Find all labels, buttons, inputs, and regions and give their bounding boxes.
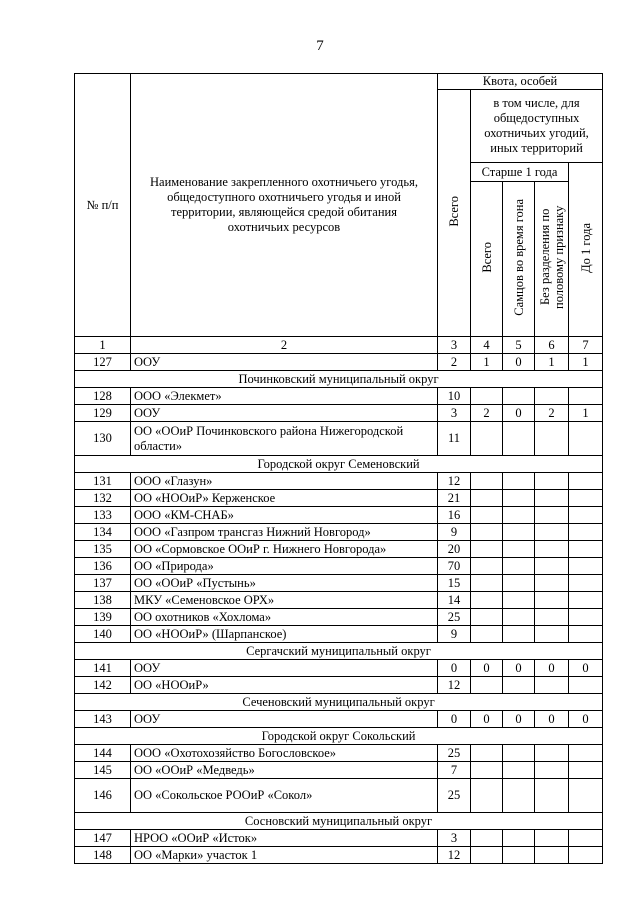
row-name: ОО «Марки» участок 1: [131, 847, 438, 864]
row-number: 144: [75, 745, 131, 762]
table-row: [75, 405, 603, 422]
row-name: ОО «ООиР Починковского района Нижегородской области»: [131, 422, 438, 456]
section-title: Починковский муниципальный округ: [75, 371, 603, 388]
row-name: НРОО «ООиР «Исток»: [131, 830, 438, 847]
row-c4: [471, 541, 503, 558]
row-c6: [535, 762, 569, 779]
table-row: [75, 507, 603, 524]
row-c4: [471, 745, 503, 762]
table-row: [75, 422, 603, 456]
row-c7: [569, 473, 603, 490]
col-number: 2: [131, 337, 438, 354]
row-number: 140: [75, 626, 131, 643]
row-c7: [569, 609, 603, 626]
row-c4: [471, 388, 503, 405]
row-number: 148: [75, 847, 131, 864]
table-row: [75, 490, 603, 507]
table-row: [75, 541, 603, 558]
table-row: [75, 847, 603, 864]
row-c5: [503, 575, 535, 592]
row-number: 147: [75, 830, 131, 847]
row-total: 12: [438, 473, 471, 490]
row-c6: [535, 490, 569, 507]
row-number: 141: [75, 660, 131, 677]
table-row: [75, 762, 603, 779]
section-title: Городской округ Семеновский: [75, 456, 603, 473]
row-c6: [535, 422, 569, 456]
table-row: [75, 660, 603, 677]
column-numbers-row: [75, 337, 603, 354]
row-c6: [535, 592, 569, 609]
row-c7: 1: [569, 354, 603, 371]
row-number: 136: [75, 558, 131, 575]
section-row: [75, 456, 603, 473]
row-number: 146: [75, 779, 131, 813]
row-name: ООО «Элекмет»: [131, 388, 438, 405]
row-name: ОО «ООиР «Медведь»: [131, 762, 438, 779]
row-c5: 0: [503, 405, 535, 422]
row-c4: [471, 609, 503, 626]
row-number: 142: [75, 677, 131, 694]
row-c4: [471, 507, 503, 524]
table-row: [75, 524, 603, 541]
row-total: 3: [438, 830, 471, 847]
table-row: [75, 711, 603, 728]
row-c5: [503, 779, 535, 813]
row-c4: 2: [471, 405, 503, 422]
table-row: [75, 575, 603, 592]
row-c7: 1: [569, 405, 603, 422]
header-sub-total: Всего: [471, 182, 503, 337]
row-c5: [503, 609, 535, 626]
row-total: 12: [438, 677, 471, 694]
row-total: 15: [438, 575, 471, 592]
row-c6: [535, 677, 569, 694]
row-number: 127: [75, 354, 131, 371]
table-row: [75, 609, 603, 626]
row-c6: [535, 847, 569, 864]
row-number: 132: [75, 490, 131, 507]
row-c7: [569, 507, 603, 524]
row-c6: [535, 779, 569, 813]
row-c7: [569, 558, 603, 575]
row-number: 139: [75, 609, 131, 626]
table-row: [75, 745, 603, 762]
row-c7: [569, 422, 603, 456]
row-name: ОО «НООиР»: [131, 677, 438, 694]
row-c5: [503, 677, 535, 694]
row-c4: 0: [471, 660, 503, 677]
row-c7: [569, 541, 603, 558]
row-number: 131: [75, 473, 131, 490]
row-c5: [503, 524, 535, 541]
row-name: ООУ: [131, 660, 438, 677]
table-row: [75, 779, 603, 813]
row-c4: [471, 524, 503, 541]
header-males: Самцов во время гона: [503, 182, 535, 337]
row-name: ООО «КМ-СНАБ»: [131, 507, 438, 524]
row-c7: [569, 779, 603, 813]
row-c5: [503, 507, 535, 524]
row-c6: 0: [535, 660, 569, 677]
table-row: [75, 592, 603, 609]
row-c5: 0: [503, 711, 535, 728]
row-total: 12: [438, 847, 471, 864]
row-name: ОО «ООиР «Пустынь»: [131, 575, 438, 592]
row-c4: [471, 558, 503, 575]
table-row: [75, 388, 603, 405]
table-row: [75, 830, 603, 847]
row-total: 25: [438, 745, 471, 762]
row-c7: [569, 592, 603, 609]
row-c6: [535, 507, 569, 524]
row-total: 0: [438, 660, 471, 677]
row-number: 145: [75, 762, 131, 779]
row-c6: [535, 473, 569, 490]
row-c6: [535, 609, 569, 626]
row-total: 3: [438, 405, 471, 422]
row-c6: [535, 575, 569, 592]
table-row: [75, 473, 603, 490]
row-c5: [503, 847, 535, 864]
col-number: 6: [535, 337, 569, 354]
section-title: Сергачский муниципальный округ: [75, 643, 603, 660]
row-c7: [569, 524, 603, 541]
row-c5: 0: [503, 660, 535, 677]
row-number: 135: [75, 541, 131, 558]
row-c5: [503, 388, 535, 405]
row-c5: [503, 422, 535, 456]
col-number: 5: [503, 337, 535, 354]
row-c5: [503, 830, 535, 847]
header-total: Всего: [438, 90, 471, 337]
row-c7: [569, 745, 603, 762]
header-name: Наименование закрепленного охотничьего угодья, общедоступного охотничьего угодья и иной территории, являющейся средой обитания охотничьих ресурсов: [131, 74, 438, 337]
row-c5: [503, 745, 535, 762]
row-total: 2: [438, 354, 471, 371]
row-number: 133: [75, 507, 131, 524]
table-row: [75, 354, 603, 371]
row-total: 25: [438, 779, 471, 813]
row-c6: [535, 626, 569, 643]
row-c7: 0: [569, 660, 603, 677]
row-total: 70: [438, 558, 471, 575]
row-c7: [569, 626, 603, 643]
row-number: 128: [75, 388, 131, 405]
row-c5: [503, 490, 535, 507]
row-total: 11: [438, 422, 471, 456]
row-name: ОО «НООиР» Керженское: [131, 490, 438, 507]
quota-table: [74, 73, 603, 864]
row-number: 137: [75, 575, 131, 592]
row-total: 20: [438, 541, 471, 558]
section-row: [75, 813, 603, 830]
col-number: 3: [438, 337, 471, 354]
row-c4: [471, 473, 503, 490]
header-no-sex: Без разделения по половому признаку: [535, 182, 569, 337]
row-c4: [471, 677, 503, 694]
row-c4: [471, 779, 503, 813]
row-c6: 1: [535, 354, 569, 371]
row-total: 14: [438, 592, 471, 609]
row-number: 129: [75, 405, 131, 422]
page-number: 7: [316, 38, 324, 54]
row-name: ОО «Сокольское РООиР «Сокол»: [131, 779, 438, 813]
row-c6: [535, 541, 569, 558]
row-c7: [569, 490, 603, 507]
row-c6: [535, 558, 569, 575]
row-c5: [503, 541, 535, 558]
row-c6: [535, 524, 569, 541]
section-row: [75, 371, 603, 388]
section-title: Сосновский муниципальный округ: [75, 813, 603, 830]
header-older: Старше 1 года: [471, 163, 569, 182]
row-name: ОО «Природа»: [131, 558, 438, 575]
row-total: 9: [438, 524, 471, 541]
section-row: [75, 728, 603, 745]
row-name: ОО «Сормовское ООиР г. Нижнего Новгорода»: [131, 541, 438, 558]
header-num: № п/п: [75, 74, 131, 337]
row-name: ОО охотников «Хохлома»: [131, 609, 438, 626]
row-total: 7: [438, 762, 471, 779]
row-c4: 0: [471, 711, 503, 728]
row-c7: [569, 847, 603, 864]
header-under1: До 1 года: [569, 163, 603, 337]
row-c5: 0: [503, 354, 535, 371]
row-c4: [471, 422, 503, 456]
row-c6: [535, 745, 569, 762]
header-quota: Квота, особей: [438, 74, 603, 90]
section-title: Сеченовский муниципальный округ: [75, 694, 603, 711]
row-c7: [569, 575, 603, 592]
row-total: 0: [438, 711, 471, 728]
row-c4: [471, 626, 503, 643]
row-number: 138: [75, 592, 131, 609]
row-c7: [569, 677, 603, 694]
row-c4: [471, 830, 503, 847]
col-number: 1: [75, 337, 131, 354]
section-row: [75, 643, 603, 660]
row-c4: [471, 575, 503, 592]
row-name: ООО «Охотохозяйство Богословское»: [131, 745, 438, 762]
row-total: 25: [438, 609, 471, 626]
col-number: 7: [569, 337, 603, 354]
row-c4: [471, 592, 503, 609]
table-row: [75, 558, 603, 575]
row-c7: [569, 388, 603, 405]
row-c5: [503, 558, 535, 575]
row-name: ОО «НООиР» (Шарпанское): [131, 626, 438, 643]
section-row: [75, 694, 603, 711]
row-c6: 0: [535, 711, 569, 728]
row-c5: [503, 626, 535, 643]
row-number: 143: [75, 711, 131, 728]
row-c4: [471, 490, 503, 507]
row-number: 130: [75, 422, 131, 456]
table-row: [75, 677, 603, 694]
row-name: ООО «Глазун»: [131, 473, 438, 490]
row-total: 9: [438, 626, 471, 643]
row-c4: 1: [471, 354, 503, 371]
row-c7: 0: [569, 711, 603, 728]
row-total: 10: [438, 388, 471, 405]
row-name: МКУ «Семеновское ОРХ»: [131, 592, 438, 609]
row-c4: [471, 847, 503, 864]
row-name: ООУ: [131, 711, 438, 728]
row-c7: [569, 762, 603, 779]
row-number: 134: [75, 524, 131, 541]
row-c6: [535, 388, 569, 405]
row-c5: [503, 762, 535, 779]
header-including: в том числе, для общедоступных охотничьих угодий, иных территорий: [471, 90, 603, 163]
row-c6: 2: [535, 405, 569, 422]
row-c4: [471, 762, 503, 779]
col-number: 4: [471, 337, 503, 354]
section-title: Городской округ Сокольский: [75, 728, 603, 745]
row-name: ООУ: [131, 354, 438, 371]
row-c7: [569, 830, 603, 847]
row-c5: [503, 592, 535, 609]
row-c5: [503, 473, 535, 490]
row-total: 21: [438, 490, 471, 507]
row-name: ООУ: [131, 405, 438, 422]
row-total: 16: [438, 507, 471, 524]
table-row: [75, 626, 603, 643]
row-c6: [535, 830, 569, 847]
row-name: ООО «Газпром трансгаз Нижний Новгород»: [131, 524, 438, 541]
